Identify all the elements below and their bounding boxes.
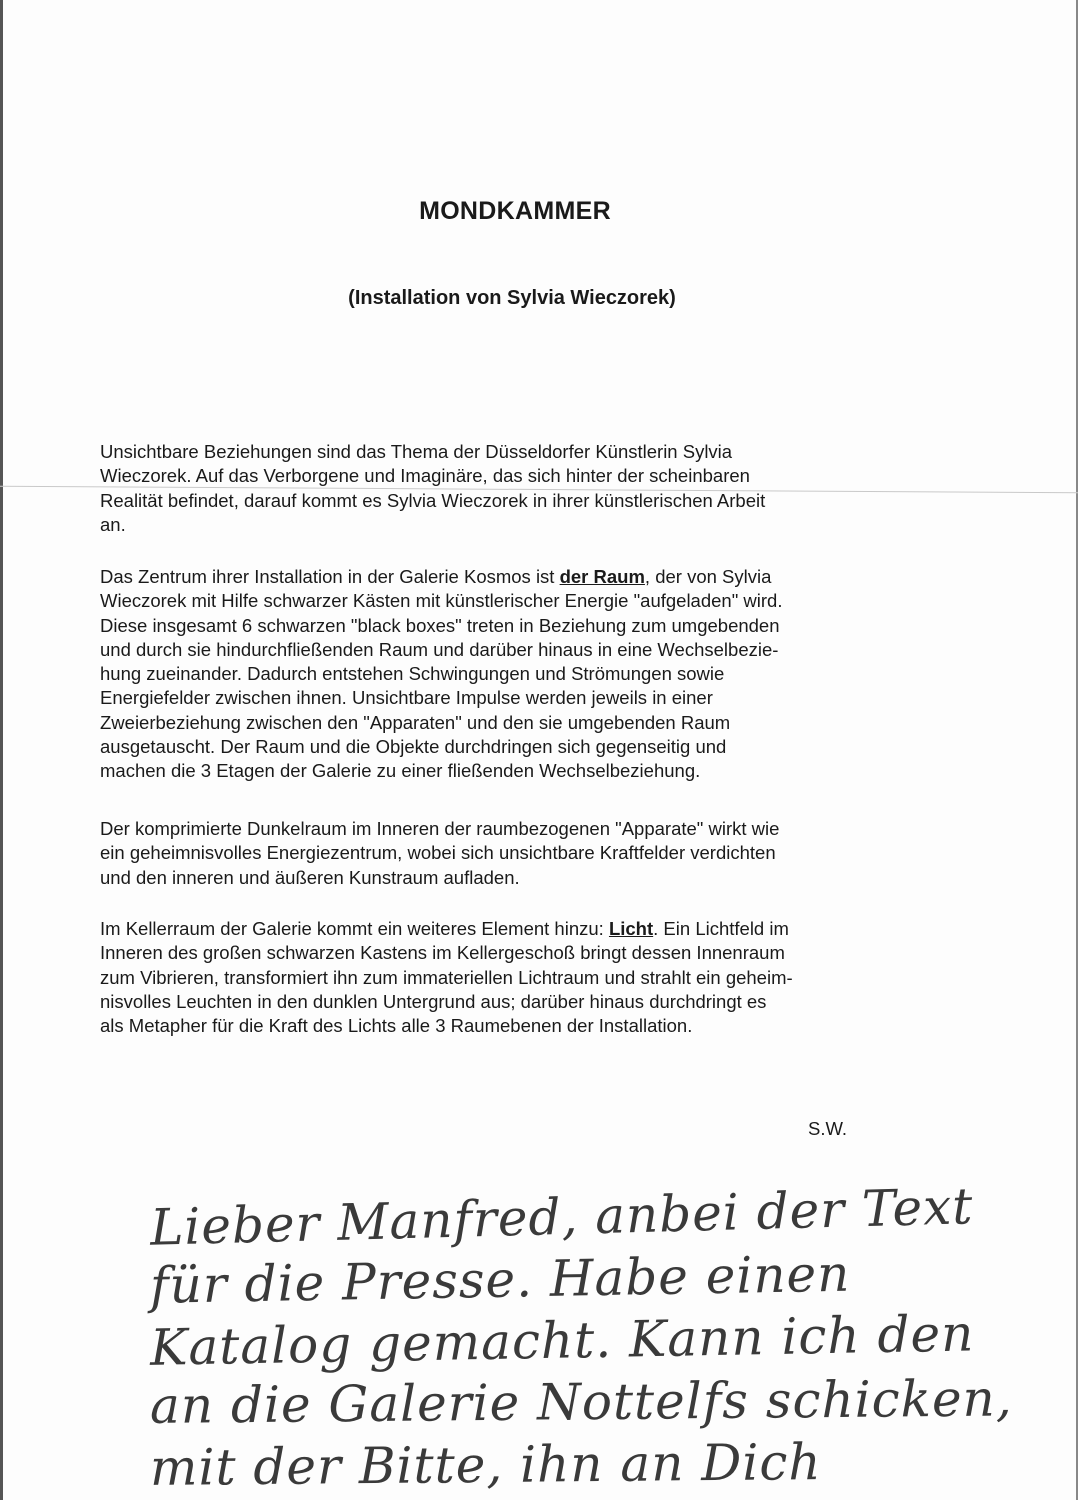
paragraph-line: an. bbox=[100, 513, 126, 535]
document-title: MONDKAMMER bbox=[419, 196, 611, 225]
handwritten-line: an die Galerie Nottelfs schicken, bbox=[149, 1369, 1013, 1435]
emphasis-licht: Licht bbox=[608, 918, 654, 939]
paragraph-line: Zweierbeziehung zwischen den "Apparaten" und den sie umgebenden Raum bbox=[100, 711, 731, 733]
handwritten-line: Katalog gemacht. Kann ich den bbox=[149, 1304, 975, 1377]
signature-initials: S.W. bbox=[808, 1118, 848, 1139]
paragraph-line: Energiefelder zwischen ihnen. Unsichtbare Impulse werden jeweils in einer bbox=[100, 687, 713, 709]
paragraph-line: Wieczorek mit Hilfe schwarzer Kästen mit künstlerischer Energie "aufgeladen" wird. bbox=[100, 590, 783, 612]
paragraph-line: Diese insgesamt 6 schwarzen "black boxes" treten in Beziehung zum umgebenden bbox=[100, 614, 780, 636]
handwritten-line: Lieber Manfred, anbei der Text bbox=[149, 1177, 975, 1257]
paragraph-4 bbox=[100, 917, 930, 1038]
handwritten-note bbox=[149, 1177, 1050, 1497]
paragraph-line: und den inneren und äußeren Kunstraum aufladen. bbox=[100, 866, 520, 888]
handwritten-line: mit der Bitte, ihn an Dich bbox=[149, 1433, 822, 1497]
paragraph-line: Wieczorek. Auf das Verborgene und Imaginäre, das sich hinter der scheinbaren bbox=[100, 465, 750, 487]
paragraph-line: zum Vibrieren, transformiert ihn zum immateriellen Lichtraum und strahlt ein geheim- bbox=[100, 966, 793, 988]
paragraph-line: Inneren des großen schwarzen Kastens im Kellergeschoß bringt dessen Innenraum bbox=[100, 942, 785, 964]
text-segment: , der von Sylvia bbox=[644, 566, 772, 587]
handwritten-line: für die Presse. Habe einen bbox=[149, 1244, 851, 1315]
paragraph-2 bbox=[100, 565, 930, 784]
emphasis-der-raum: der Raum bbox=[559, 566, 645, 587]
text-segment: Im Kellerraum der Galerie kommt ein weiteres Element hinzu: bbox=[100, 918, 609, 939]
paragraph-line: als Metapher für die Kraft des Lichts alle 3 Raumebenen der Installation. bbox=[100, 1015, 693, 1037]
paragraph-line bbox=[100, 565, 930, 589]
paragraph-line: hung zueinander. Dadurch entstehen Schwingungen und Strömungen sowie bbox=[100, 663, 725, 685]
paragraph-line: nisvolles Leuchten in den dunklen Untergrund aus; darüber hinaus durchdringt es bbox=[100, 990, 767, 1012]
text-segment: . Ein Lichtfeld im bbox=[653, 918, 789, 939]
paragraph-line: Der komprimierte Dunkelraum im Inneren der raumbezogenen "Apparate" wirkt wie bbox=[100, 818, 780, 839]
paragraph-line: ausgetauscht. Der Raum und die Objekte durchdringen sich gegenseitig und bbox=[100, 736, 727, 758]
text-segment: Das Zentrum ihrer Installation in der Galerie Kosmos ist bbox=[100, 566, 560, 587]
paragraph-line bbox=[100, 917, 930, 941]
paragraph-line: und durch sie hindurchfließenden Raum und darüber hinaus in eine Wechselbezie- bbox=[100, 638, 779, 660]
document-subtitle: (Installation von Sylvia Wieczorek) bbox=[348, 287, 676, 309]
paragraph-line: ein geheimnisvolles Energiezentrum, wobei sich unsichtbare Kraftfelder verdichten bbox=[100, 842, 776, 864]
paragraph-line: Unsichtbare Beziehungen sind das Thema der Düsseldorfer Künstlerin Sylvia bbox=[100, 441, 733, 462]
paragraph-3 bbox=[100, 817, 930, 890]
paragraph-line: Realität befindet, darauf kommt es Sylvia Wieczorek in ihrer künstlerischen Arbeit bbox=[100, 489, 766, 511]
paragraph-line: machen die 3 Etagen der Galerie zu einer fließenden Wechselbeziehung. bbox=[100, 760, 701, 782]
paragraph-1 bbox=[100, 440, 930, 537]
